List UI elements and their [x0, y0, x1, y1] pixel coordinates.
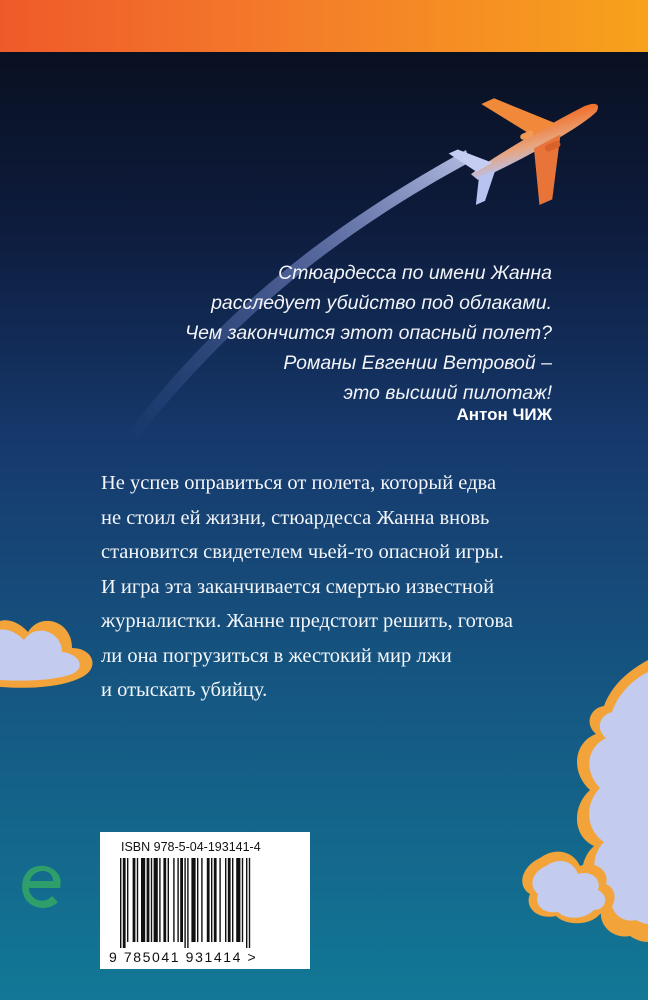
blurb-line: и отыскать убийцу.: [101, 679, 268, 701]
quote-line: это высший пилотаж!: [343, 382, 552, 404]
book-blurb: [101, 466, 571, 708]
barcode-bar: [211, 858, 212, 942]
quote-line: Чем закончится этот опасный полет?: [184, 322, 552, 344]
barcode-bar: [242, 858, 243, 942]
barcode-bar: [187, 858, 188, 948]
airplane-icon: [436, 61, 625, 230]
barcode-bar: [133, 858, 136, 942]
barcode-bar: [225, 858, 226, 942]
quote-author: Антон ЧИЖ: [456, 405, 552, 424]
barcode-bar: [184, 858, 185, 948]
quote-line: расследует убийство под облаками.: [211, 292, 552, 314]
barcode-bar: [173, 858, 174, 942]
barcode-bar: [163, 858, 166, 942]
barcode-bar: [123, 858, 126, 948]
eksmo-logo-icon: [18, 860, 66, 912]
barcode-bar: [246, 858, 247, 948]
isbn-barcode: [100, 832, 310, 969]
isbn-number: ISBN 978-5-04-193141-4: [121, 840, 261, 854]
barcode-bar: [177, 858, 178, 942]
barcode-bar: [236, 858, 240, 942]
blurb-line: не стоил ей жизни, стюардесса Жанна вновь: [101, 506, 490, 529]
barcode-bar: [147, 858, 150, 942]
barcode-bar: [180, 858, 183, 942]
barcode-bar: [197, 858, 198, 942]
barcode-bar: [219, 858, 220, 942]
quote-line: Романы Евгении Ветровой –: [283, 352, 552, 374]
cloud-left: [0, 620, 93, 688]
ean-digits: 9 785041 931414 >: [109, 949, 258, 965]
barcode-bar: [127, 858, 128, 942]
blurb-line: становится свидетелем чьей-то опасной игры.: [101, 541, 504, 563]
barcode-bar: [214, 858, 217, 942]
blurb-line: ли она погрузиться в жестокий мир лжи: [101, 644, 452, 667]
barcode-bar: [159, 858, 160, 942]
blurb-line: И игра эта заканчивается смертью известной: [101, 575, 495, 598]
quote-line: Стюардесса по имени Жанна: [278, 262, 552, 284]
barcode-bar: [207, 858, 210, 942]
endorsement-quote: [132, 258, 552, 408]
barcode-bar: [154, 858, 158, 942]
barcode-bar: [151, 858, 152, 942]
barcode-bar: [249, 858, 250, 948]
barcode-bar: [141, 858, 145, 942]
barcode-bar: [228, 858, 231, 942]
barcode-bar: [201, 858, 202, 942]
barcode-bar: [168, 858, 169, 942]
barcode-bar: [137, 858, 138, 942]
barcode-bar: [191, 858, 195, 942]
barcode-bar: [120, 858, 121, 948]
blurb-line: журналистки. Жанне предстоит решить, готова: [101, 610, 514, 632]
blurb-line: Не успев оправиться от полета, который едва: [101, 472, 497, 494]
barcode-bar: [232, 858, 233, 942]
